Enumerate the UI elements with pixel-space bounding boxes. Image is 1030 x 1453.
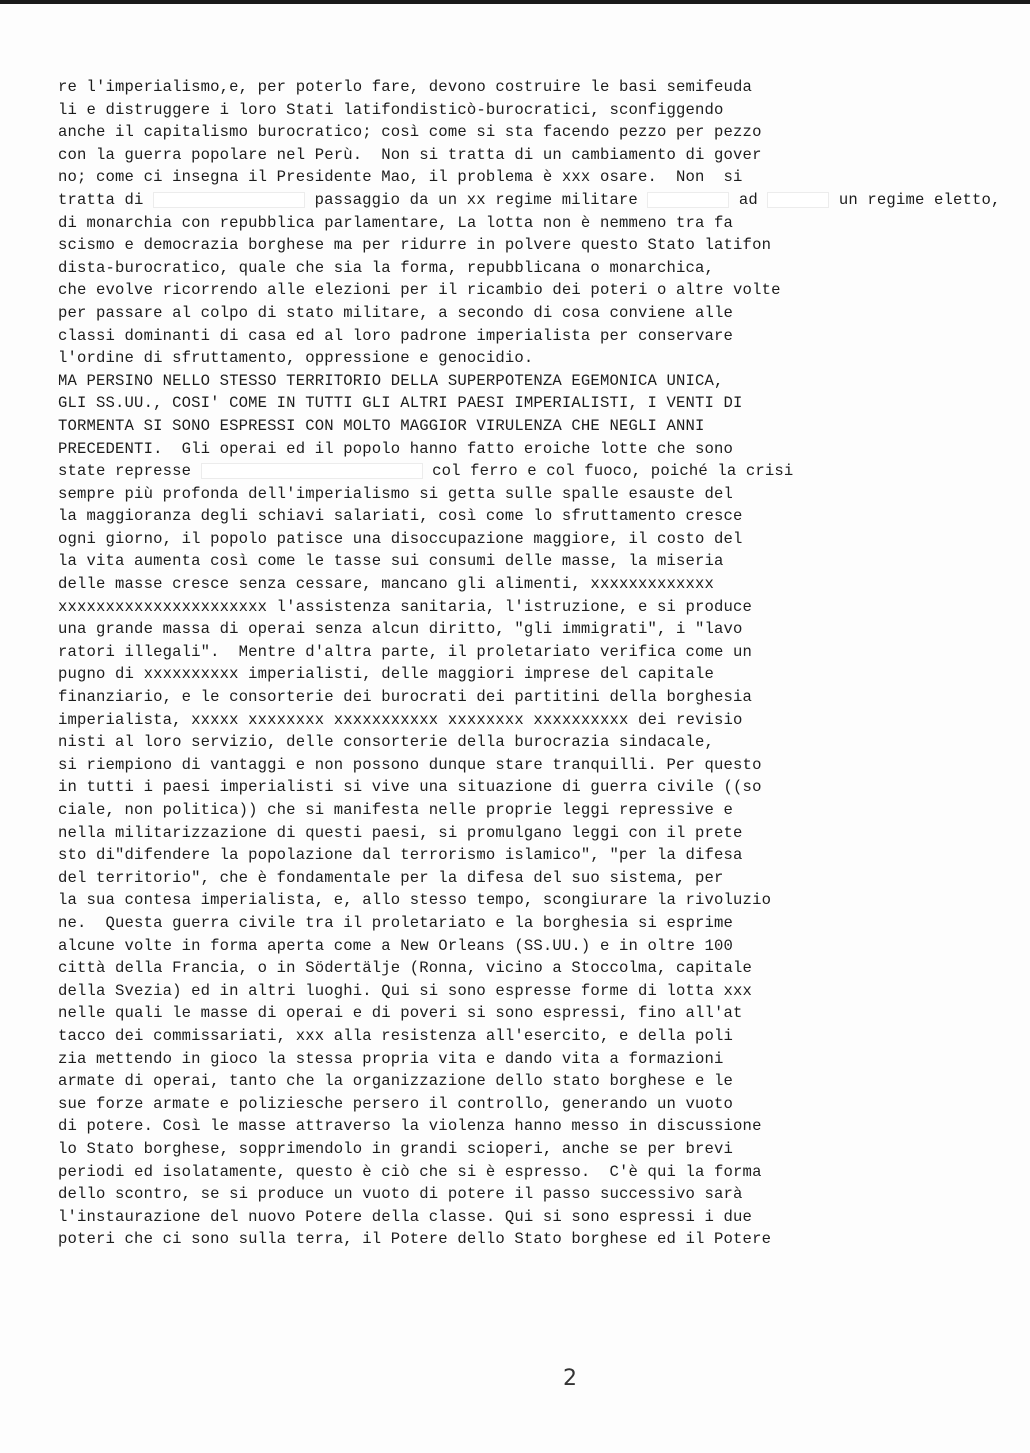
text-line: l'instaurazione del nuovo Potere della classe. Qui si sono espressi i due	[58, 1207, 753, 1226]
text-line: del territorio", che è fondamentale per la difesa del suo sistema, per	[58, 868, 724, 887]
redaction-patch	[201, 463, 423, 479]
text-line: imperialista, xxxxx xxxxxxxx xxxxxxxxxxx xxxxxxxx xxxxxxxxxx dei revisio	[58, 710, 743, 729]
text-line: in tutti i paesi imperialisti si vive una situazione di guerra civile ((so	[58, 778, 762, 797]
text-line: lo Stato borghese, sopprimendolo in grandi scioperi, anche se per brevi	[58, 1139, 734, 1158]
redaction-patch	[767, 192, 829, 208]
text-line: xxxxxxxxxxxxxxxxxxxxxx l'assistenza sanitaria, l'istruzione, e si produce	[58, 597, 753, 616]
text-line: si riempiono di vantaggi e non possono dunque stare tranquilli. Per questo	[58, 755, 762, 774]
text-line: anche il capitalismo burocratico; così come si sta facendo pezzo per pezzo	[58, 123, 762, 142]
text-line: TORMENTA SI SONO ESPRESSI CON MOLTO MAGGIOR VIRULENZA CHE NEGLI ANNI	[58, 416, 705, 435]
text-line: zia mettendo in gioco la stessa propria vita e dando vita a formazioni	[58, 1049, 724, 1068]
text-line: scismo e democrazia borghese ma per ridurre in polvere questo Stato latifon	[58, 236, 772, 255]
text-line: poteri che ci sono sulla terra, il Potere dello Stato borghese ed il Potere	[58, 1230, 772, 1249]
text-line: di monarchia con repubblica parlamentare, La lotta non è nemmeno tra fa	[58, 213, 734, 232]
page-number: 2	[563, 1366, 577, 1391]
text-line: sue forze armate e poliziesche persero il controllo, generando un vuoto	[58, 1094, 734, 1113]
text-line: l'ordine di sfruttamento, oppressione e genocidio.	[58, 349, 534, 368]
text-line: con la guerra popolare nel Perù. Non si tratta di un cambiamento di gover	[58, 145, 762, 164]
text-line: la sua contesa imperialista, e, allo stesso tempo, scongiurare la rivoluzio	[58, 891, 772, 910]
text-line: ciale, non politica)) che si manifesta nelle proprie leggi repressive e	[58, 801, 734, 819]
text-line: dello scontro, se si produce un vuoto di potere il passo successivo sarà	[58, 1185, 743, 1204]
text-line: MA PERSINO NELLO STESSO TERRITORIO DELLA SUPERPOTENZA EGEMONICA UNICA,	[58, 371, 724, 390]
text-line: nelle quali le masse di operai e di poveri si sono espressi, fino all'at	[58, 1004, 743, 1023]
text-line: una grande massa di operai senza alcun diritto, "gli immigrati", i "lavo	[58, 620, 743, 639]
text-line: ogni giorno, il popolo patisce una disoccupazione maggiore, il costo del	[58, 529, 743, 548]
text-line: alcune volte in forma aperta come a New Orleans (SS.UU.) e in oltre 100	[58, 936, 734, 955]
text-line: nella militarizzazione di questi paesi, si promulgano leggi con il prete	[58, 823, 743, 842]
text-line: sempre più profonda dell'imperialismo si getta sulle spalle esauste del	[58, 484, 734, 503]
text-line: dista-burocratico, quale che sia la forma, repubblicana o monarchica,	[58, 258, 715, 277]
text-line: PRECEDENTI. Gli operai ed il popolo hanno fatto eroiche lotte che sono	[58, 439, 734, 458]
text-line: tratta di passaggio da un xx regime militare ad un regime eletto,	[58, 190, 1001, 209]
text-line: la maggioranza degli schiavi salariati, così come lo sfruttamento cresce	[58, 507, 743, 526]
text-line: classi dominanti di casa ed al loro padrone imperialista per conservare	[58, 326, 734, 345]
text-line: pugno di xxxxxxxxxx imperialisti, delle maggiori imprese del capitale	[58, 665, 715, 684]
text-line: che evolve ricorrendo alle elezioni per il ricambio dei poteri o altre volte	[58, 281, 781, 300]
text-line: periodi ed isolatamente, questo è ciò che si è espresso. C'è qui la forma	[58, 1162, 762, 1181]
text-line: delle masse cresce senza cessare, mancano gli alimenti, xxxxxxxxxxxxx	[58, 575, 715, 594]
redaction-patch	[647, 192, 729, 208]
text-line: li e distruggere i loro Stati latifondisticò-burocratici, sconfiggendo	[58, 100, 724, 119]
text-line: città della Francia, o in Södertälje (Ronna, vicino a Stoccolma, capitale	[58, 959, 753, 978]
text-line: tacco dei commissariati, xxx alla resistenza all'esercito, e della poli	[58, 1026, 734, 1045]
text-line: della Svezia) ed in altri luoghi. Qui si sono espresse forme di lotta xxx	[58, 981, 753, 1000]
text-line: ratori illegali". Mentre d'altra parte, il proletariato verifica come un	[58, 642, 753, 661]
text-line: re l'imperialismo,e, per poterlo fare, devono costruire le basi semifeuda	[58, 78, 753, 96]
text-line: ne. Questa guerra civile tra il proletariato e la borghesia si esprime	[58, 913, 734, 932]
redaction-patch	[153, 192, 305, 208]
top-edge-rule	[0, 0, 1030, 4]
text-line: la vita aumenta così come le tasse sui consumi delle masse, la miseria	[58, 552, 724, 571]
text-line: finanziario, e le consorterie dei burocrati dei partitini della borghesia	[58, 688, 753, 707]
text-line: per passare al colpo di stato militare, a secondo di cosa conviene alle	[58, 303, 734, 322]
text-line: di potere. Così le masse attraverso la violenza hanno messo in discussione	[58, 1117, 762, 1136]
text-line: sto di"difendere la popolazione dal terrorismo islamico", "per la difesa	[58, 846, 743, 865]
typewritten-text-body	[58, 76, 1018, 1251]
text-line: state represse col ferro e col fuoco, poiché la crisi	[58, 462, 794, 481]
text-line: nisti al loro servizio, delle consorterie della burocrazia sindacale,	[58, 733, 715, 752]
text-line: no; come ci insegna il Presidente Mao, il problema è xxx osare. Non si	[58, 168, 743, 187]
text-line: GLI SS.UU., COSI' COME IN TUTTI GLI ALTRI PAESI IMPERIALISTI, I VENTI DI	[58, 394, 743, 413]
text-line: armate di operai, tanto che la organizzazione dello stato borghese e le	[58, 1072, 734, 1091]
